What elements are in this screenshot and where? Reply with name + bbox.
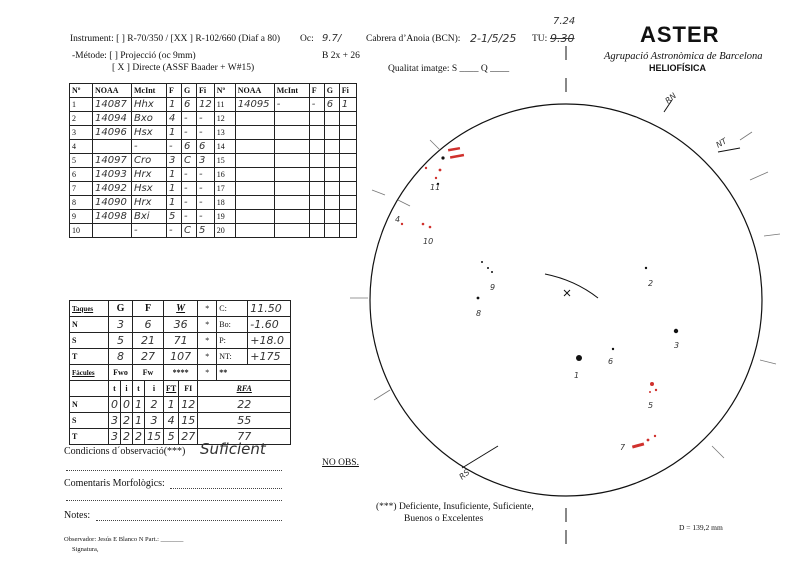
facules-label: Fàcules — [70, 365, 109, 381]
sunspot-cell-n2: 20 — [214, 224, 235, 238]
sunspot-cell-noaa2: 14095 — [235, 98, 274, 112]
rn-label: RN — [663, 91, 679, 106]
sunspot-cell-n2: 14 — [214, 140, 235, 154]
conditions-label: Condicions d´observació(***) — [64, 446, 186, 457]
star-mark: * — [198, 349, 217, 365]
taques-label: Taques — [70, 301, 109, 317]
stars-4: **** — [164, 365, 198, 381]
sunspot-cell-f: 1 — [167, 168, 182, 182]
sunspot-cell-g: - — [182, 112, 197, 126]
sunspot-mark — [654, 435, 656, 437]
sunspot-cell-noaa: 14098 — [93, 210, 132, 224]
facule-value: 0 — [109, 397, 121, 413]
param-value: +18.0 — [248, 333, 291, 349]
sunspot-mark — [487, 267, 489, 269]
sunspot-mark — [632, 442, 644, 448]
row-label: T — [70, 429, 109, 445]
sunspot-cell-mc: Bxi — [132, 210, 167, 224]
sunspot-cell-n: 4 — [70, 140, 93, 154]
sunspot-cell-mc: - — [132, 224, 167, 238]
tu-correction: 7.24 — [553, 16, 576, 27]
sunspot-cell-f: 1 — [167, 196, 182, 210]
sunspot-mark — [401, 223, 403, 225]
limb-tick — [740, 132, 752, 140]
sunspot-cell-f: - — [167, 140, 182, 154]
method-line-2: [ X ] Directe (ASSF Baader + W#15) — [112, 63, 255, 73]
sunspot-cell-f: 5 — [167, 210, 182, 224]
sunspot-group-10 — [425, 147, 464, 179]
col-header: G — [324, 84, 339, 98]
f-value: 6 — [133, 317, 164, 333]
sunspot-cell-n: 2 — [70, 112, 93, 126]
disk-diameter: D = 139,2 mm — [679, 523, 723, 532]
w-value: 71 — [164, 333, 198, 349]
facule-value: 1 — [164, 397, 179, 413]
sunspot-cell-g: 6 — [182, 98, 197, 112]
facule-value: 2 — [121, 429, 133, 445]
sunspot-mark — [647, 439, 650, 442]
row-label: N — [70, 317, 109, 333]
sunspot-group-1 — [401, 223, 432, 229]
sunspot-mark — [422, 223, 425, 226]
col-header: Nº — [70, 84, 93, 98]
solar-disk-outline — [370, 104, 762, 496]
no-obs: NO OBS. — [322, 458, 359, 468]
sunspot-cell-mc: - — [132, 140, 167, 154]
sunspot-cell-mc2: - — [274, 98, 309, 112]
sunspot-cell-f: 3 — [167, 154, 182, 168]
limb-tick — [374, 390, 390, 400]
facule-value: 2 — [145, 397, 164, 413]
sunspot-cell-g: - — [182, 168, 197, 182]
sunspot-cell-fi: - — [197, 126, 215, 140]
facule-value: 2 — [121, 413, 133, 429]
sunspot-mark — [435, 177, 437, 179]
sunspot-mark — [674, 329, 678, 333]
sub-header: t — [133, 381, 145, 397]
limb-tick — [430, 140, 440, 150]
param-value: 11.50 — [248, 301, 291, 317]
oc-value: 9.7/ — [322, 33, 342, 44]
sunspot-cell-noaa: 14090 — [93, 196, 132, 210]
sunspot-cell-g: - — [182, 126, 197, 140]
facule-value: 27 — [179, 429, 198, 445]
instrument-line: Instrument: [ ] R-70/350 / [XX ] R-102/660 (Diaf a 80) — [70, 34, 281, 44]
facule-value: 1 — [133, 397, 145, 413]
sub-header: RFA — [198, 381, 291, 397]
param-label: C: — [217, 301, 248, 317]
col-header: Nº — [214, 84, 235, 98]
fw-label: Fw — [133, 365, 164, 381]
param-value: -1.60 — [248, 317, 291, 333]
sunspot-cell-mc: Hsx — [132, 126, 167, 140]
sub-header: t — [109, 381, 121, 397]
sunspot-cell-f: 1 — [167, 182, 182, 196]
sunspot-groups — [401, 147, 678, 449]
sunspot-cell-fi: - — [197, 182, 215, 196]
col-header: F — [167, 84, 182, 98]
location-label: Cabrera d’Anoia (BCN): — [366, 34, 461, 44]
sunspot-cell-fi: - — [197, 112, 215, 126]
sunspot-group-7 — [632, 435, 656, 449]
sunspot-mark — [425, 167, 427, 169]
sunspot-cell-fi: 3 — [197, 154, 215, 168]
f-value: 21 — [133, 333, 164, 349]
observation-date: 2-1/5/25 — [470, 32, 517, 45]
sunspot-cell-n: 8 — [70, 196, 93, 210]
sunspot-cell-g: 6 — [182, 140, 197, 154]
sunspot-mark — [439, 169, 442, 172]
g-value: 3 — [109, 317, 133, 333]
sunspot-cell-n: 5 — [70, 154, 93, 168]
f-value: 27 — [133, 349, 164, 365]
sunspot-mark — [650, 382, 654, 386]
image-quality: Qualitat imatge: S ____ Q ____ — [388, 64, 510, 74]
sunspot-cell-fi: - — [197, 210, 215, 224]
sunspot-cell-noaa: 14093 — [93, 168, 132, 182]
sunspot-mark — [645, 267, 647, 269]
sunspot-mark — [450, 154, 464, 159]
sunspot-cell-g: C — [182, 154, 197, 168]
logo-subtitle: Agrupació Astronòmica de Barcelona — [604, 51, 763, 62]
sunspot-cell-mc: Hhx — [132, 98, 167, 112]
nt-label: NT: — [217, 349, 248, 365]
col-header: McInt — [274, 84, 309, 98]
sunspot-cell-fi: - — [197, 196, 215, 210]
sunspot-cell-f: 1 — [167, 98, 182, 112]
fwo-label: Fwo — [109, 365, 133, 381]
facule-value: 3 — [109, 429, 121, 445]
group-label: 8 — [476, 309, 482, 318]
col-header: McInt — [132, 84, 167, 98]
legend-line-2: Buenos o Excelentes — [404, 514, 484, 524]
facule-value: 3 — [145, 413, 164, 429]
sunspot-cell-n2: 18 — [214, 196, 235, 210]
sunspot-cell-n: 3 — [70, 126, 93, 140]
rs-line — [462, 446, 498, 468]
rs-label: RS — [457, 467, 472, 482]
sunspot-mark — [448, 147, 460, 152]
group-label: 4 — [395, 215, 401, 224]
sub-header: i — [121, 381, 133, 397]
sunspot-mark — [481, 261, 483, 263]
sunspot-cell-fi2: 1 — [339, 98, 356, 112]
nt-label: NT — [714, 136, 729, 150]
sunspot-group-5 — [649, 382, 657, 393]
sunspot-mark — [655, 389, 657, 391]
observer-line: Observador: Jesús E Blanco N Part.: _______ — [64, 536, 184, 543]
sunspot-mark — [649, 391, 651, 393]
col-header: NOAA — [93, 84, 132, 98]
col-header: G — [182, 84, 197, 98]
sunspot-cell-n: 9 — [70, 210, 93, 224]
row-label: S — [70, 333, 109, 349]
facule-value: 22 — [198, 397, 291, 413]
group-label: 7 — [620, 443, 626, 452]
group-label: 6 — [608, 357, 614, 366]
sub-header: FT — [164, 381, 179, 397]
group-label: 5 — [648, 401, 654, 410]
sunspot-cell-n2: 15 — [214, 154, 235, 168]
sunspot-cell-n: 7 — [70, 182, 93, 196]
col-header: Fi — [197, 84, 215, 98]
facule-value: 77 — [198, 429, 291, 445]
col-header: F — [309, 84, 324, 98]
nt-line — [718, 148, 740, 152]
sub-header: i — [145, 381, 164, 397]
sunspot-cell-g: - — [182, 210, 197, 224]
sunspot-cell-g: - — [182, 182, 197, 196]
logo-title: ASTER — [640, 22, 720, 47]
sunspot-cell-fi: 5 — [197, 224, 215, 238]
param-label: Bo: — [217, 317, 248, 333]
facule-value: 55 — [198, 413, 291, 429]
sunspot-cell-n2: 17 — [214, 182, 235, 196]
oc-label: Oc: — [300, 34, 314, 44]
star-mark: * — [198, 317, 217, 333]
group-label: 1 — [574, 371, 580, 380]
star-mark: * — [198, 333, 217, 349]
group-label: 2 — [648, 279, 654, 288]
facule-value: 5 — [164, 429, 179, 445]
sunspot-mark — [477, 297, 480, 300]
sunspot-group-9 — [477, 261, 679, 361]
sunspot-mark — [429, 226, 432, 229]
facule-value: 2 — [133, 429, 145, 445]
sunspot-mark — [576, 355, 582, 361]
sunspot-cell-fi: 12 — [197, 98, 215, 112]
sunspot-cell-fi: 6 — [197, 140, 215, 154]
morph-label: Comentaris Morfològics: — [64, 478, 165, 489]
row-label: N — [70, 397, 109, 413]
limb-tick — [398, 200, 410, 206]
group-label: 9 — [490, 283, 496, 292]
b-value: B 2x + 26 — [322, 51, 360, 61]
sunspot-cell-n: 10 — [70, 224, 93, 238]
signature-label: Signatura, — [72, 546, 99, 553]
sunspot-cell-n: 1 — [70, 98, 93, 112]
sunspot-cell-mc: Hrx — [132, 168, 167, 182]
g-value: 5 — [109, 333, 133, 349]
limb-tick — [372, 190, 385, 195]
facule-value: 3 — [109, 413, 121, 429]
sunspot-cell-fi: - — [197, 168, 215, 182]
sunspot-cell-mc: Hrx — [132, 196, 167, 210]
limb-tick — [764, 234, 780, 236]
sunspot-cell-g: - — [182, 196, 197, 210]
sunspot-cell-noaa: 14087 — [93, 98, 132, 112]
sunspot-cell-n2: 12 — [214, 112, 235, 126]
facule-value: 15 — [145, 429, 164, 445]
g-value: 8 — [109, 349, 133, 365]
central-arc — [545, 274, 598, 298]
facule-value: 0 — [121, 397, 133, 413]
tu-label: TU: — [532, 34, 548, 44]
limb-tick — [712, 446, 724, 458]
star-mark: * — [198, 365, 217, 381]
sunspot-mark — [612, 348, 614, 350]
sunspot-cell-noaa: 14094 — [93, 112, 132, 126]
col-g: G — [109, 301, 133, 317]
nt-value: +175 — [248, 349, 291, 365]
facule-value: 15 — [179, 413, 198, 429]
sunspot-mark — [441, 156, 444, 159]
sunspot-cell-n2: 13 — [214, 126, 235, 140]
group-label: 11 — [430, 183, 441, 192]
limb-tick — [750, 172, 768, 180]
col-header: Fi — [339, 84, 356, 98]
sunspot-cell-noaa: 14092 — [93, 182, 132, 196]
sunspot-cell-n: 6 — [70, 168, 93, 182]
group-label: 10 — [423, 237, 434, 246]
sunspot-cell-mc: Cro — [132, 154, 167, 168]
conditions-value: Suficient — [200, 440, 266, 458]
sub-header: FI — [179, 381, 198, 397]
facule-value: 1 — [133, 413, 145, 429]
col-f: F — [133, 301, 164, 317]
w-value: 107 — [164, 349, 198, 365]
logo-section: HELIOFÍSICA — [649, 63, 707, 73]
sunspot-cell-noaa: 14097 — [93, 154, 132, 168]
stars-2: ** — [217, 365, 291, 381]
legend-line-1: (***) Deficiente, Insuficiente, Suficiente, — [376, 502, 534, 512]
sunspot-cell-f: - — [167, 224, 182, 238]
col-header: NOAA — [235, 84, 274, 98]
sunspot-cell-g2: 6 — [324, 98, 339, 112]
sunspot-cell-f2: - — [309, 98, 324, 112]
row-label: T — [70, 349, 109, 365]
sunspot-cell-n2: 16 — [214, 168, 235, 182]
sunspot-cell-mc: Bxo — [132, 112, 167, 126]
row-label: S — [70, 413, 109, 429]
param-label: P: — [217, 333, 248, 349]
facule-value: 12 — [179, 397, 198, 413]
method-line: -Métode: [ ] Projecció (oc 9mm) — [72, 51, 196, 61]
group-label: 3 — [674, 341, 680, 350]
sunspot-cell-n2: 11 — [214, 98, 235, 112]
star-mark: * — [198, 301, 217, 317]
sunspot-cell-noaa: 14096 — [93, 126, 132, 140]
sunspot-cell-g: C — [182, 224, 197, 238]
tu-value: 9.30 — [550, 32, 575, 45]
notes-label: Notes: — [64, 510, 91, 521]
sunspot-cell-f: 4 — [167, 112, 182, 126]
sunspot-cell-f: 1 — [167, 126, 182, 140]
facule-value: 4 — [164, 413, 179, 429]
col-w: W — [164, 301, 198, 317]
sunspot-cell-mc: Hsx — [132, 182, 167, 196]
w-value: 36 — [164, 317, 198, 333]
sunspot-cell-n2: 19 — [214, 210, 235, 224]
limb-tick — [760, 360, 776, 364]
sunspot-mark — [491, 271, 493, 273]
